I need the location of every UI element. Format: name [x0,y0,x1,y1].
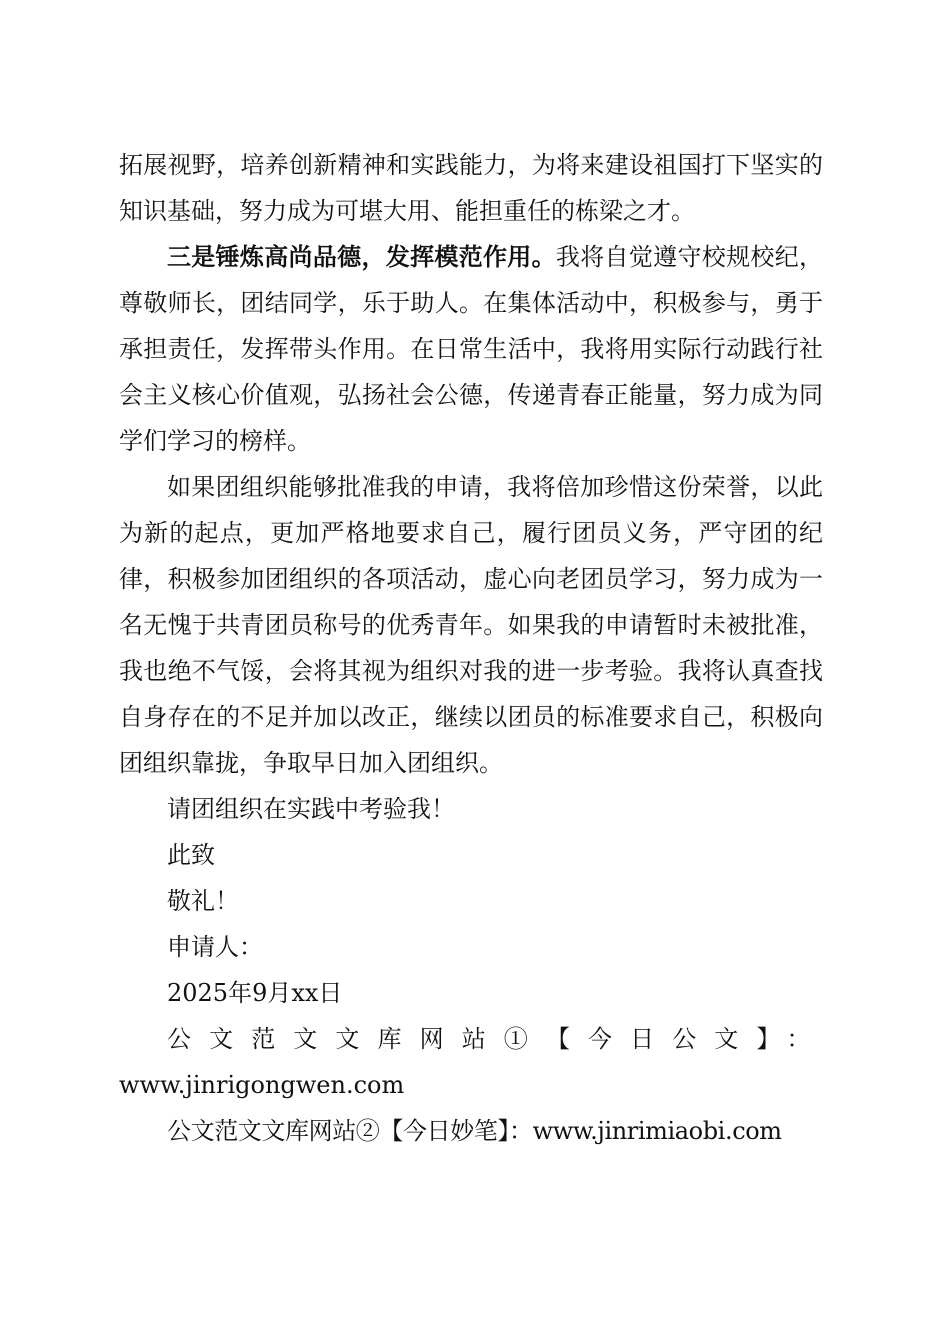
date: 2025年9月xx日 [167,979,343,1007]
website-1-label: 公文范文文库网站①【今日公文】： [167,1025,823,1053]
website-1 [119,1016,823,1108]
document-page [119,142,823,1154]
website-1-url: www.jinrigongwen.com [119,1071,405,1099]
website-2: 公文范文文库网站②【今日妙笔】：www.jinrimiaobi.com [167,1117,782,1145]
paragraph-2 [119,234,823,464]
salutation: 此致 [167,841,215,869]
paragraph-1: 拓展视野，培养创新精神和实践能力，为将来建设祖国打下坚实的知识基础，努力成为可堪大用、能担重任的栋梁之才。 [119,151,823,225]
applicant-label: 申请人： [167,933,263,961]
closing-line: 请团组织在实践中考验我！ [167,795,455,823]
paragraph-2-lead: 三是锤炼高尚品德，发挥模范作用。 [167,242,556,271]
paragraph-3: 如果团组织能够批准我的申请，我将倍加珍惜这份荣誉，以此为新的起点，更加严格地要求自己，履行团员义务，严守团的纪律，积极参加团组织的各项活动，虚心向老团员学习，努力成为一名无愧于共青团员称号的优秀青年。如果我的申请暂时未被批准，我也绝不气馁，会将其视为组织对我的进一步考验。我将认真查找自身存在的不足并加以改正，继续以团员的标准要求自己，积极向团组织靠拢，争取早日加入团组织。 [119,473,823,777]
regards: 敬礼！ [167,887,239,915]
paragraph-2-body: 我将自觉遵守校规校纪，尊敬师长，团结同学，乐于助人。在集体活动中，积极参与，勇于承担责任，发挥带头作用。在日常生活中，我将用实际行动践行社会主义核心价值观，弘扬社会公德，传递青春正能量，努力成为同学们学习的榜样。 [119,243,823,455]
